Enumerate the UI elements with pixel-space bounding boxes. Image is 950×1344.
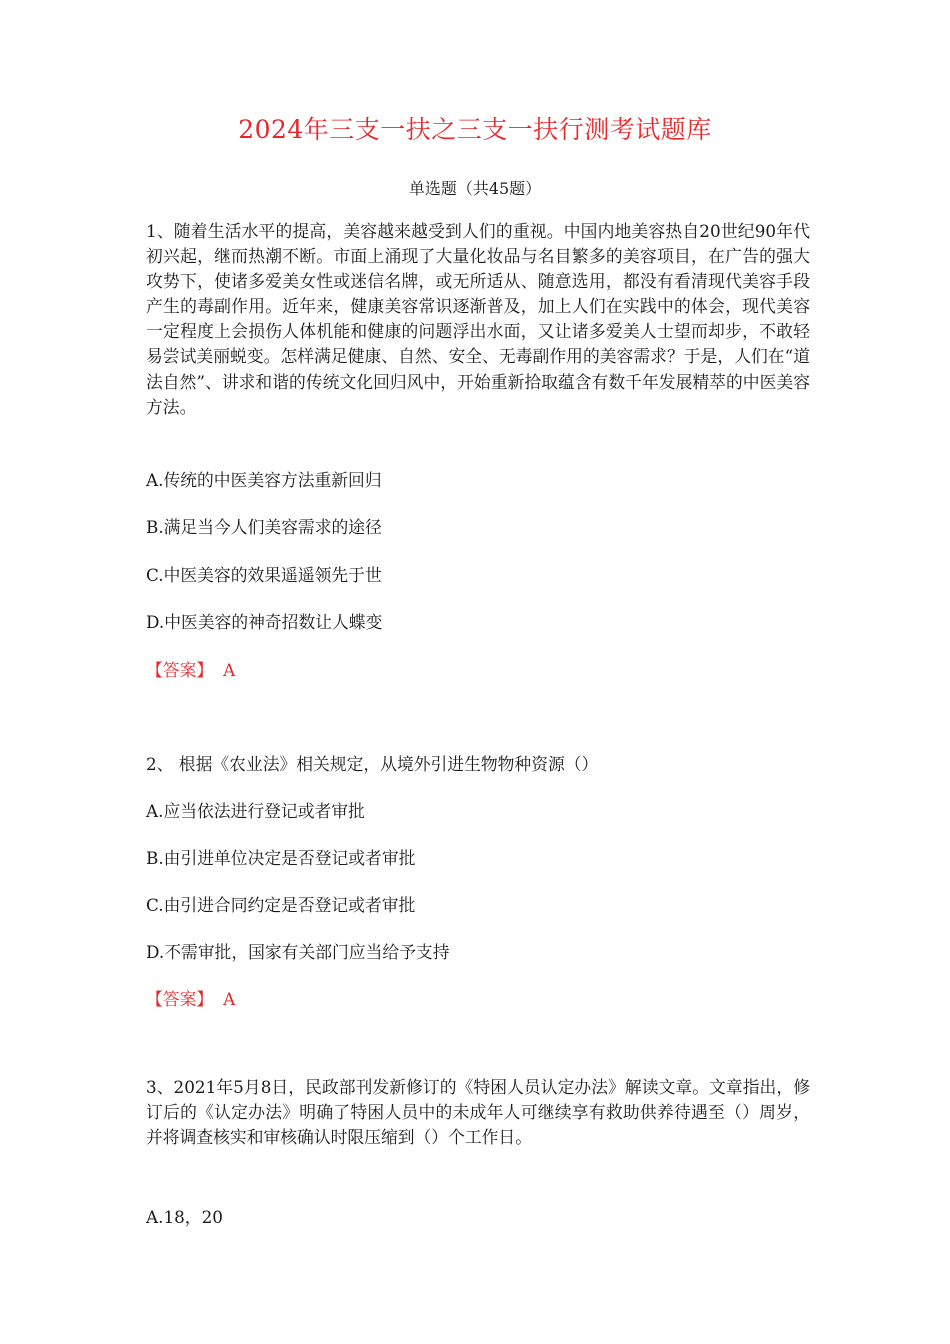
question-2-stem: 2、 根据《农业法》相关规定，从境外引进生物物种资源（）	[146, 754, 599, 774]
question-1-answer	[146, 657, 235, 681]
answer-value: A	[223, 660, 236, 680]
question-3-option-a: A.18，20	[146, 1207, 223, 1227]
question-1-option-c: C.中医美容的效果遥遥领先于世	[146, 565, 382, 585]
question-1-option-b: B.满足当今人们美容需求的途径	[146, 517, 382, 537]
question-1-stem: 1、随着生活水平的提高，美容越来越受到人们的重视。中国内地美容热自20世纪90年代初兴起，继而热潮不断。市面上涌现了大量化妆品与名目繁多的美容项目，在广告的强大攻势下，使诸多爱美女性或迷信名牌，或无所适从、随意选用，都没有看清现代美容手段产生的毒副作用。近年来，健康美容常识逐渐普及，加上人们在实践中的体会，现代美容一定程度上会损伤人体机能和健康的问题浮出水面，又让诸多爱美人士望而却步，不敢轻易尝试美丽蜕变。怎样满足健康、自然、安全、无毒副作用的美容需求？于是，人们在“道法自然”、讲求和谐的传统文化回归风中，开始重新拾取蕴含有数千年发展精萃的中医美容方法。	[146, 221, 810, 417]
document-title: 2024年三支一扶之三支一扶行测考试题库	[238, 115, 712, 144]
question-1-option-a: A.传统的中医美容方法重新回归	[146, 470, 382, 490]
answer-value: A	[223, 989, 236, 1009]
section-heading: 单选题（共45题）	[408, 179, 542, 198]
answer-label: 【答案】	[146, 989, 214, 1009]
question-2-option-c: C.由引进合同约定是否登记或者审批	[146, 895, 416, 915]
question-2-option-b: B.由引进单位决定是否登记或者审批	[146, 848, 416, 868]
question-3-stem: 3、2021年5月8日，民政部刊发新修订的《特困人员认定办法》解读文章。文章指出，修订后的《认定办法》明确了特困人员中的未成年人可继续享有救助供养待遇至（）周岁，并将调查核实和审核确认时限压缩到（）个工作日。	[146, 1077, 810, 1148]
question-2-answer	[146, 986, 235, 1010]
question-2-option-a: A.应当依法进行登记或者审批	[146, 801, 365, 821]
question-2-option-d: D.不需审批，国家有关部门应当给予支持	[146, 942, 450, 962]
answer-label: 【答案】	[146, 660, 214, 680]
question-1-option-d: D.中医美容的神奇招数让人蝶变	[146, 612, 383, 632]
